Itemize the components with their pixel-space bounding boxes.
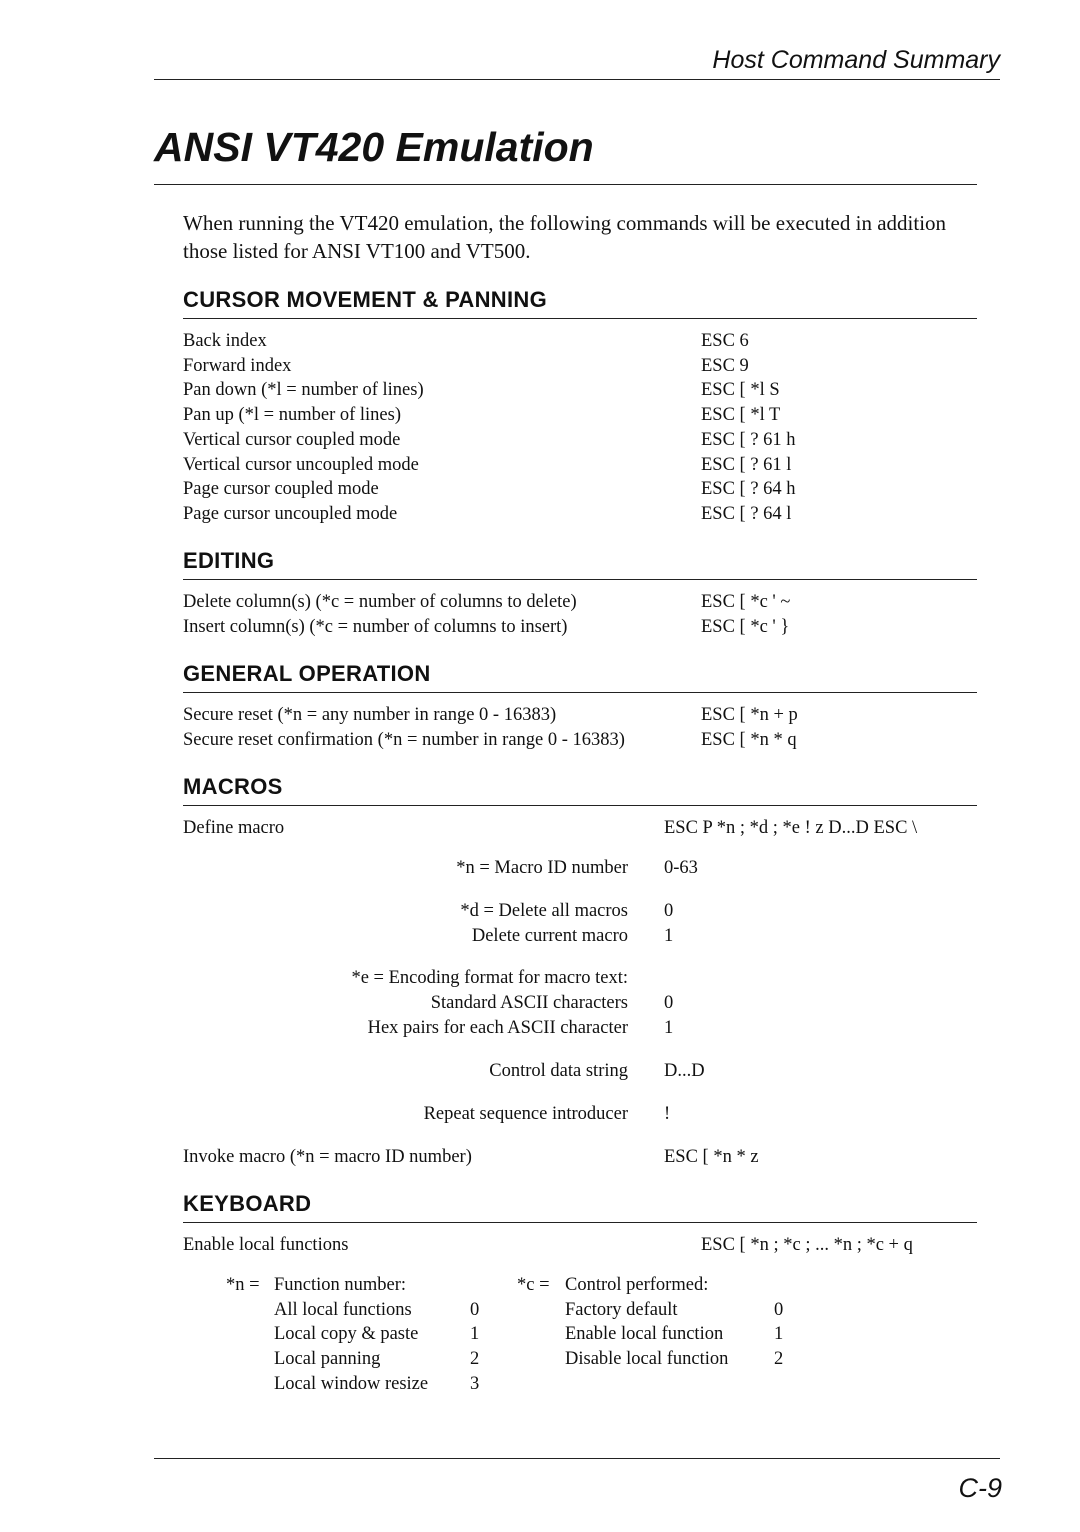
command-row [183, 1145, 977, 1170]
section-heading-cursor: CURSOR MOVEMENT & PANNING [183, 287, 547, 312]
command-code: ESC [ *n * z [664, 1147, 759, 1167]
command-row [183, 703, 977, 728]
command-code: ESC [ *l T [701, 405, 781, 425]
command-code: ESC [ ? 61 h [701, 430, 796, 450]
macro-param-label: *e = Encoding format for macro text: [351, 968, 628, 988]
section-heading-general: GENERAL OPERATION [183, 661, 431, 686]
command-description: Vertical cursor uncoupled mode [183, 455, 419, 475]
command-description: Page cursor uncoupled mode [183, 504, 398, 524]
command-code: ESC [ ? 64 l [701, 504, 792, 524]
function-value: 0 [470, 1300, 480, 1320]
macro-param-label: Hex pairs for each ASCII character [367, 1018, 628, 1038]
function-number-title: Function number: [274, 1275, 407, 1295]
footer-rule [154, 1458, 1000, 1459]
header-rule [154, 79, 1000, 80]
control-title: Control performed: [565, 1275, 709, 1295]
command-row [183, 1233, 977, 1258]
running-header: Host Command Summary [712, 46, 1000, 74]
command-description: Pan down (*l = number of lines) [183, 380, 424, 400]
control-value: 1 [774, 1324, 784, 1344]
command-description: Secure reset (*n = any number in range 0 - 16383) [183, 705, 557, 725]
title-rule [154, 184, 977, 185]
control-value: 2 [774, 1349, 784, 1369]
command-row [183, 590, 977, 615]
macro-param-label: Delete current macro [471, 926, 628, 946]
command-row [183, 378, 977, 403]
command-row [183, 477, 977, 502]
command-code: ESC P *n ; *d ; *e ! z D...D ESC \ [664, 818, 918, 838]
command-description: Back index [183, 331, 267, 351]
section-rule [183, 1222, 977, 1223]
command-code: ESC [ *n ; *c ; ... *n ; *c + q [701, 1235, 913, 1255]
command-row [183, 329, 977, 354]
function-label: Local panning [274, 1349, 381, 1369]
function-number-prefix: *n = [226, 1275, 260, 1295]
macro-param-value: 0-63 [664, 858, 698, 878]
command-code: ESC [ *c ' ~ [701, 592, 791, 612]
command-row [183, 428, 977, 453]
control-prefix: *c = [517, 1275, 550, 1295]
macro-param-value: D...D [664, 1061, 705, 1081]
section-rule [183, 692, 977, 693]
control-label: Enable local function [565, 1324, 724, 1344]
section-heading-macros: MACROS [183, 774, 283, 799]
command-description: Page cursor coupled mode [183, 479, 379, 499]
command-description: Vertical cursor coupled mode [183, 430, 401, 450]
command-row [183, 354, 977, 379]
command-description: Insert column(s) (*c = number of columns to insert) [183, 617, 568, 637]
section-rule [183, 579, 977, 580]
command-code: ESC 6 [701, 331, 749, 351]
command-code: ESC [ *n * q [701, 730, 797, 750]
command-row [183, 728, 977, 753]
command-description: Pan up (*l = number of lines) [183, 405, 402, 425]
command-row [183, 615, 977, 640]
command-description: Enable local functions [183, 1235, 349, 1255]
command-row [183, 403, 977, 428]
function-label: Local copy & paste [274, 1324, 419, 1344]
control-label: Factory default [565, 1300, 678, 1320]
function-value: 1 [470, 1324, 480, 1344]
command-description: Forward index [183, 356, 292, 376]
function-label: Local window resize [274, 1374, 429, 1394]
command-code: ESC [ *c ' } [701, 617, 790, 637]
macro-param-label: *n = Macro ID number [456, 858, 628, 878]
macro-param-value: 1 [664, 926, 674, 946]
section-heading-editing: EDITING [183, 548, 275, 573]
control-label: Disable local function [565, 1349, 729, 1369]
page-number: C-9 [958, 1473, 1002, 1503]
command-description: Secure reset confirmation (*n = number in range 0 - 16383) [183, 730, 625, 750]
macro-param-label: Control data string [489, 1061, 628, 1081]
command-code: ESC [ ? 61 l [701, 455, 792, 475]
section-rule [183, 805, 977, 806]
command-description: Delete column(s) (*c = number of columns to delete) [183, 592, 577, 612]
function-value: 3 [470, 1374, 480, 1394]
macro-param-value: 0 [664, 901, 674, 921]
command-code: ESC [ *l S [701, 380, 780, 400]
macro-param-label: *d = Delete all macros [460, 901, 628, 921]
function-value: 2 [470, 1349, 480, 1369]
macro-param-value: ! [664, 1104, 671, 1124]
control-value: 0 [774, 1300, 784, 1320]
command-code: ESC [ ? 64 h [701, 479, 796, 499]
command-code: ESC 9 [701, 356, 749, 376]
command-description: Invoke macro (*n = macro ID number) [183, 1147, 472, 1167]
section-heading-keyboard: KEYBOARD [183, 1191, 312, 1216]
macro-param-label: Standard ASCII characters [430, 993, 628, 1013]
section-rule [183, 318, 977, 319]
macro-param-value: 1 [664, 1018, 674, 1038]
intro-paragraph: When running the VT420 emulation, the following commands will be executed in addition those listed for ANSI VT100 and VT500. [183, 211, 947, 263]
command-row [183, 816, 977, 841]
function-label: All local functions [274, 1300, 412, 1320]
command-code: ESC [ *n + p [701, 705, 798, 725]
page-title: ANSI VT420 Emulation [154, 124, 594, 170]
command-row [183, 502, 977, 527]
macro-param-label: Repeat sequence introducer [423, 1104, 628, 1124]
macro-param-value: 0 [664, 993, 674, 1013]
command-row [183, 453, 977, 478]
command-description: Define macro [183, 818, 285, 838]
